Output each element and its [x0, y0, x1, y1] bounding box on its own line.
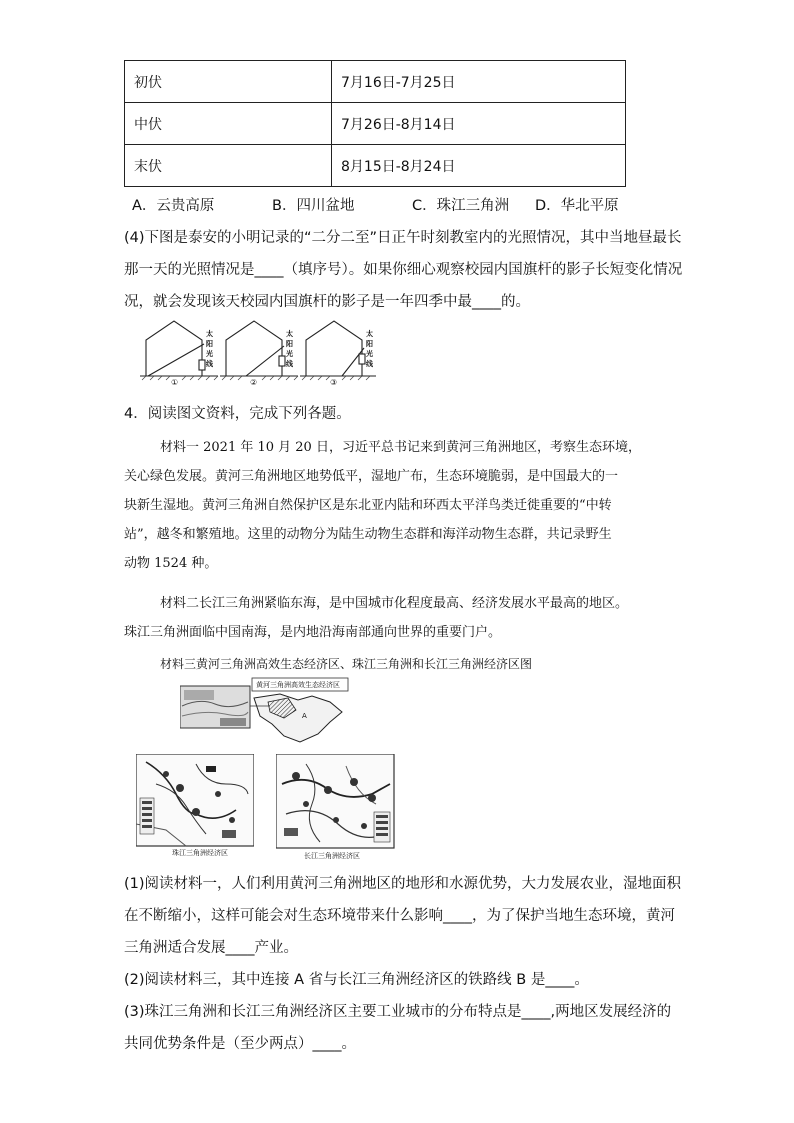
- table-row: [125, 61, 626, 103]
- option-b: B．四川盆地: [272, 198, 355, 214]
- option-c: C．珠江三角洲: [412, 198, 510, 214]
- yangtze-river-delta-map: [276, 754, 396, 862]
- q4-line3: 况，就会发现该天校园内国旗杆的影子是一年四季中最____的。: [124, 294, 530, 310]
- label-char: 阳: [286, 340, 293, 348]
- q3-line2: 共同优势条件是（至少两点）____。: [124, 1036, 356, 1052]
- material1-line: 块新生湿地。黄河三角洲自然保护区是东北亚内陆和环西太平洋鸟类迁徙重要的“中转: [124, 498, 612, 513]
- question4-title: 4．阅读图文资料，完成下列各题。: [124, 406, 351, 422]
- option-d: D．华北平原: [535, 198, 619, 214]
- material1-line: 动物 1524 种。: [124, 556, 218, 571]
- house-number: ③: [330, 378, 338, 386]
- table-row: [125, 145, 626, 187]
- house-3: [300, 321, 376, 376]
- material2-line: 珠江三角洲面临中国南海，是内地沿海南部通向世界的重要门户。: [124, 625, 502, 640]
- yangtze-caption: 长江三角洲经济区: [304, 852, 360, 860]
- classroom-sunlight-diagram: [138, 318, 378, 386]
- dog-days-table: [124, 60, 626, 187]
- q2-line: (2)阅读材料三，其中连接 A 省与长江三角洲经济区的铁路线 B 是____。: [124, 972, 589, 988]
- period-date: 7月26日-8月14日: [332, 103, 626, 145]
- period-date: 7月16日-7月25日: [332, 61, 626, 103]
- label-char: 光: [286, 350, 293, 358]
- svg-text:黄河三角洲高效生态经济区: 黄河三角洲高效生态经济区: [256, 681, 340, 689]
- pearl-caption: 珠江三角洲经济区: [172, 849, 228, 857]
- option-a: A．云贵高原: [132, 198, 215, 214]
- house-number: ①: [171, 378, 179, 386]
- period-name: 末伏: [125, 145, 332, 187]
- label-char: 太: [206, 330, 213, 338]
- label-char: 线: [366, 360, 373, 368]
- period-date: 8月15日-8月24日: [332, 145, 626, 187]
- material2-line: 材料二长江三角洲紧临东海，是中国城市化程度最高、经济发展水平最高的地区。: [160, 596, 629, 611]
- material1-line: 关心绿色发展。黄河三角洲地区地势低平，湿地广布，生态环境脆弱，是中国最大的一: [124, 469, 619, 484]
- sunlight-labels: [206, 329, 374, 368]
- svg-text:A: A: [302, 712, 307, 720]
- label-char: 阳: [206, 340, 213, 348]
- material3-title: 材料三黄河三角洲高效生态经济区、珠江三角洲和长江三角洲经济区图: [160, 657, 533, 671]
- table-row: [125, 103, 626, 145]
- house-number: ②: [250, 378, 258, 386]
- label-char: 阳: [366, 340, 373, 348]
- q1-line1: (1)阅读材料一，人们利用黄河三角洲地区的地形和水源优势，大力发展农业，湿地面积: [124, 876, 682, 892]
- period-name: 中伏: [125, 103, 332, 145]
- q1-line2: 在不断缩小，这样可能会对生态环境带来什么影响____，为了保护当地生态环境，黄河: [124, 908, 675, 924]
- pearl-river-delta-map: [136, 754, 254, 858]
- q3-line1: (3)珠江三角洲和长江三角洲经济区主要工业城市的分布特点是____,两地区发展经济的: [124, 1004, 672, 1020]
- material1-line: 站”，越冬和繁殖地。这里的动物分为陆生动物生态群和海洋动物生态群，共记录野生: [124, 527, 612, 542]
- label-char: 太: [366, 330, 373, 338]
- yellow-river-delta-map: [180, 676, 358, 746]
- period-name: 初伏: [125, 61, 332, 103]
- q4-line2: 那一天的光照情况是____（填序号）。如果你细心观察校园内国旗杆的影子长短变化情况: [124, 262, 683, 278]
- q1-line3: 三角洲适合发展____产业。: [124, 940, 298, 956]
- label-char: 太: [286, 330, 293, 338]
- material1-line: 材料一 2021 年 10 月 20 日，习近平总书记来到黄河三角洲地区，考察生态环境，: [160, 440, 641, 455]
- q4-line1: (4)下图是泰安的小明记录的“二分二至”日正午时刻教室内的光照情况，其中当地昼最长: [124, 230, 682, 246]
- label-char: 线: [206, 360, 213, 368]
- label-char: 光: [206, 350, 213, 358]
- label-char: 光: [366, 350, 373, 358]
- label-char: 线: [286, 360, 293, 368]
